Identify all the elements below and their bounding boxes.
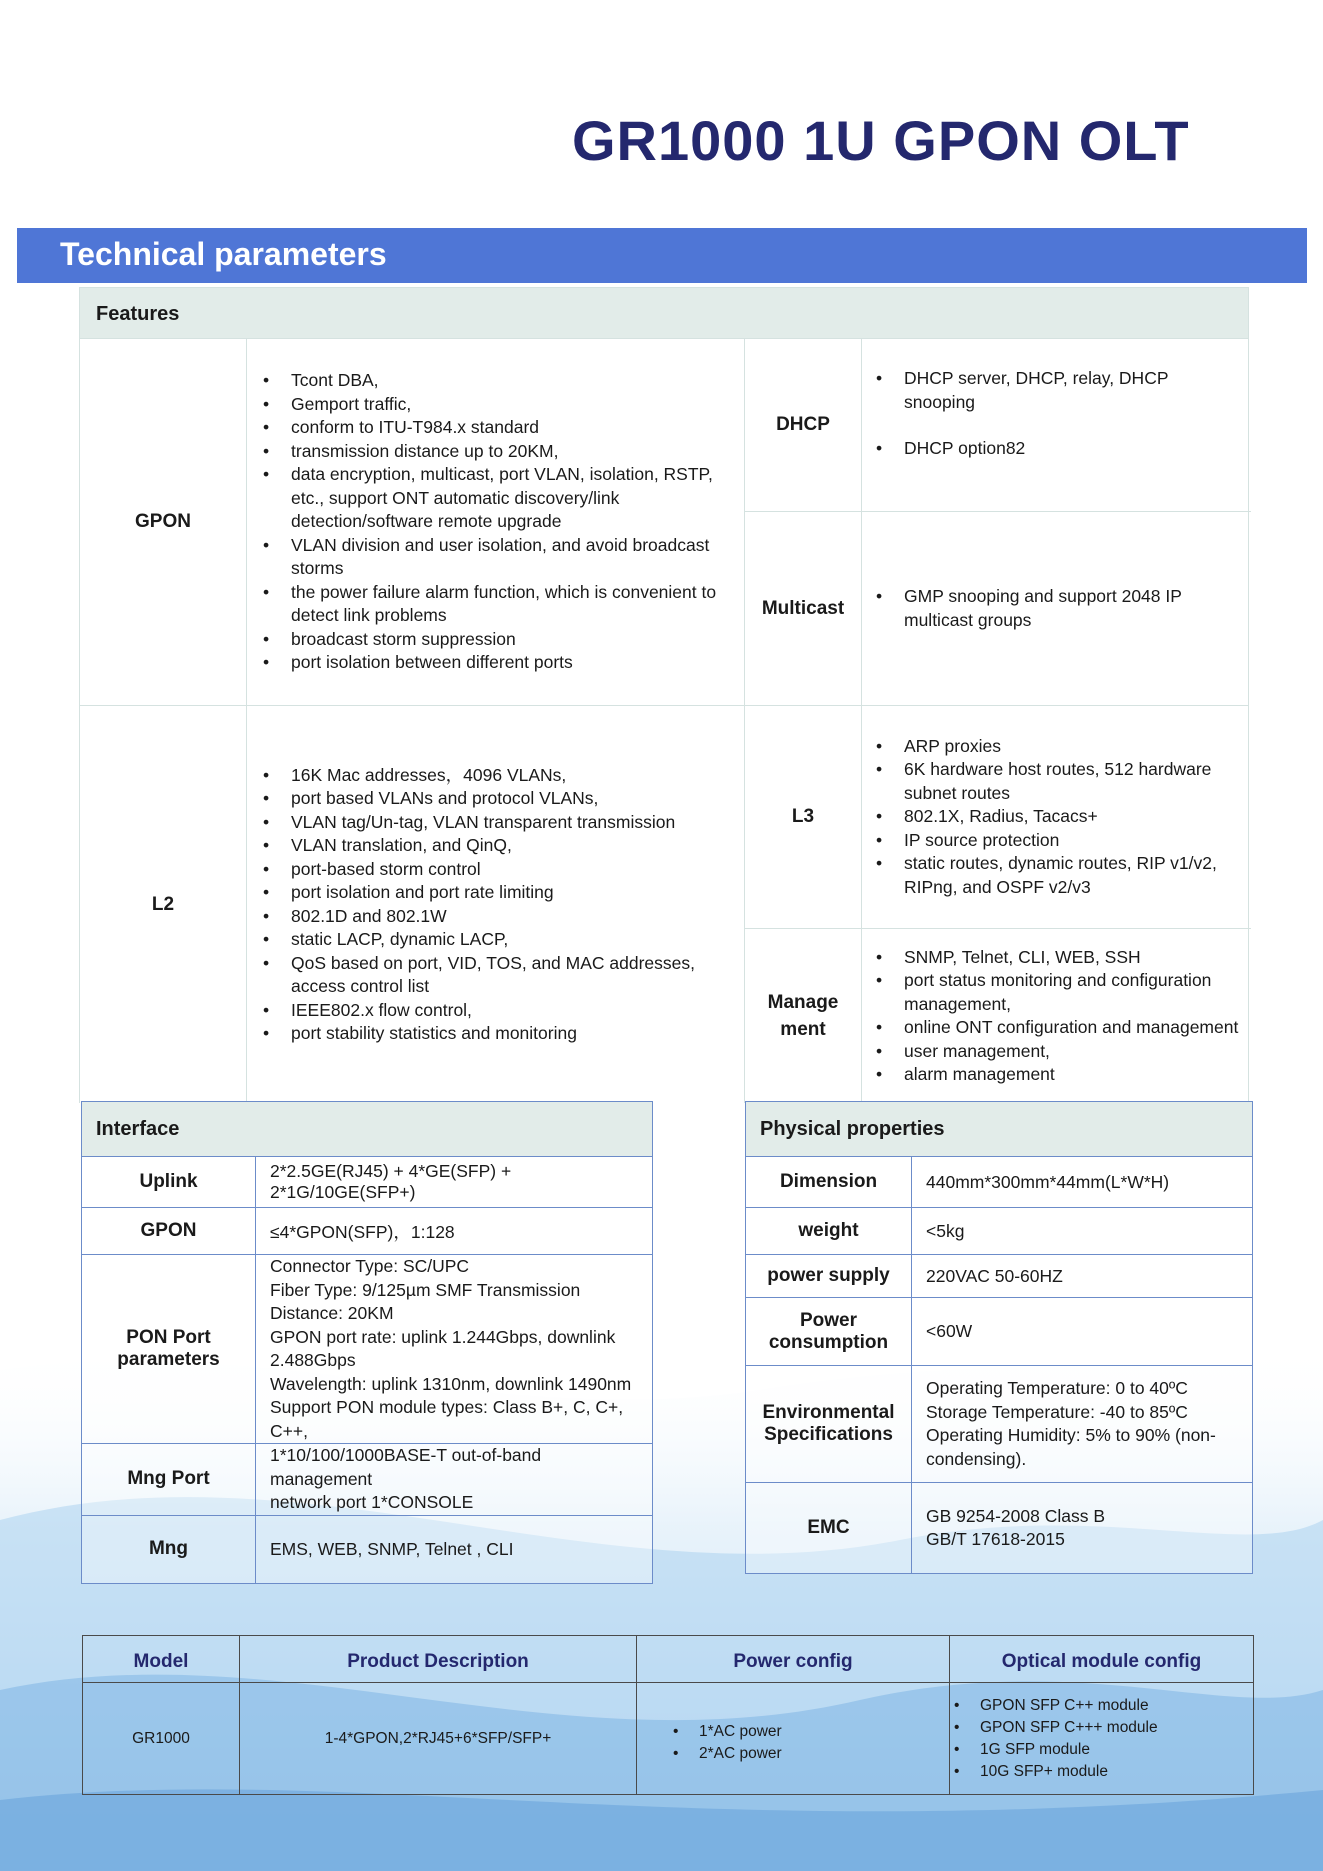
- power-config-value: [637, 1683, 950, 1795]
- text-line: Storage Temperature: -40 to 85ºC: [926, 1401, 1188, 1422]
- features-row-multicast: [745, 512, 1251, 705]
- list-item: • port based VLANs and protocol VLANs,: [259, 787, 732, 811]
- list-item: • transmission distance up to 20KM,: [259, 440, 732, 464]
- management-label: [745, 929, 862, 1103]
- list-item: • QoS based on port, VID, TOS, and MAC addresses, access control list: [259, 952, 732, 999]
- text-line: Operating Humidity: 5% to 90% (non-: [926, 1425, 1216, 1445]
- features-row-dhcp: [745, 339, 1251, 512]
- gpon-feature-list: [259, 369, 732, 675]
- text-line: Fiber Type: 9/125µm SMF Transmission: [270, 1279, 581, 1300]
- text-line: GB 9254-2008 Class B: [926, 1505, 1105, 1526]
- management-label-line-2: ment: [780, 1019, 826, 1040]
- list-item: • 1*AC power: [669, 1721, 948, 1743]
- description-header: Product Description: [240, 1636, 637, 1683]
- optical-config-value: [950, 1683, 1254, 1795]
- l2-right-column: [745, 706, 1251, 1103]
- features-row-l3: [745, 706, 1251, 929]
- physical-heading: Physical properties: [746, 1102, 1253, 1157]
- mng-port-label: Mng Port: [82, 1444, 256, 1516]
- dhcp-content: [862, 339, 1251, 511]
- list-item: • the power failure alarm function, which is convenient to detect link problems: [259, 581, 732, 628]
- features-row-gpon: [79, 339, 1249, 706]
- page-title: GR1000 1U GPON OLT: [572, 109, 1190, 172]
- power-supply-value: 220VAC 50-60HZ: [912, 1255, 1253, 1298]
- list-item: • 10G SFP+ module: [950, 1761, 1252, 1783]
- optical-config-list: [950, 1695, 1252, 1783]
- power-config-header: Power config: [637, 1636, 950, 1683]
- power-consumption-label-line-1: Power: [799, 1309, 858, 1331]
- list-item: • VLAN tag/Un-tag, VLAN transparent transmission: [259, 811, 732, 835]
- power-consumption-label: [746, 1298, 912, 1366]
- dhcp-feature-list: [872, 367, 1241, 461]
- emc-label: EMC: [746, 1483, 912, 1574]
- environmental-label-line-2: Specifications: [764, 1424, 893, 1445]
- list-item: • port stability statistics and monitoring: [259, 1022, 732, 1046]
- mng-label: Mng: [82, 1515, 256, 1583]
- gpon-content: [247, 339, 745, 705]
- management-label-line-1: Manage: [767, 992, 839, 1013]
- l3-label: L3: [745, 706, 862, 928]
- pon-port-value: [256, 1255, 653, 1444]
- list-item: • conform to ITU-T984.x standard: [259, 416, 732, 440]
- text-line: Support PON module types: Class B+, C, C+, C++,: [270, 1397, 624, 1441]
- management-content: [862, 929, 1251, 1103]
- dimension-label: Dimension: [746, 1157, 912, 1208]
- text-line: 1*10/100/1000BASE-T out-of-band management: [270, 1445, 542, 1489]
- list-item: • GPON SFP C+++ module: [950, 1717, 1252, 1739]
- features-heading: Features: [79, 287, 1249, 339]
- interface-heading: Interface: [82, 1102, 653, 1157]
- power-supply-label: power supply: [746, 1255, 912, 1298]
- uplink-label: Uplink: [82, 1157, 256, 1208]
- optical-config-header: Optical module config: [950, 1636, 1254, 1683]
- power-consumption-label-line-2: consumption: [768, 1331, 889, 1353]
- l2-content: [247, 706, 745, 1103]
- model-header: Model: [83, 1636, 240, 1683]
- text-line: Operating Temperature: 0 to 40ºC: [926, 1378, 1188, 1398]
- list-item: • static routes, dynamic routes, RIP v1/v2, RIPng, and OSPF v2/v3: [872, 852, 1241, 899]
- list-item: • VLAN division and user isolation, and avoid broadcast storms: [259, 534, 732, 581]
- list-item: • 6K hardware host routes, 512 hardware subnet routes: [872, 758, 1241, 805]
- multicast-feature-list: [872, 585, 1241, 632]
- list-item: • online ONT configuration and management: [872, 1016, 1241, 1040]
- list-item: • GPON SFP C++ module: [950, 1695, 1252, 1717]
- list-item: • VLAN translation, and QinQ,: [259, 834, 732, 858]
- text-line: GB/T 17618-2015: [926, 1529, 1065, 1549]
- text-line: Wavelength: uplink 1310nm, downlink 1490nm: [270, 1373, 632, 1394]
- section-band: [17, 228, 1307, 283]
- list-item: • port isolation and port rate limiting: [259, 881, 732, 905]
- text-line: network port 1*CONSOLE: [270, 1492, 474, 1512]
- power-consumption-value: <60W: [912, 1298, 1253, 1366]
- list-item: • data encryption, multicast, port VLAN, isolation, RSTP, etc., support ONT automatic discovery/link detection/software remote upgrade: [259, 463, 732, 534]
- list-item: • ARP proxies: [872, 735, 1241, 759]
- physical-table: [745, 1101, 1253, 1574]
- gpon-port-label: GPON: [82, 1208, 256, 1255]
- environmental-label: [746, 1366, 912, 1483]
- emc-value: [912, 1483, 1253, 1574]
- text-line: Connector Type: SC/UPC: [270, 1256, 470, 1276]
- uplink-value: 2*2.5GE(RJ45) + 4*GE(SFP) + 2*1G/10GE(SFP+): [256, 1157, 653, 1208]
- interface-table: [81, 1101, 653, 1584]
- dimension-value: 440mm*300mm*44mm(L*W*H): [912, 1157, 1253, 1208]
- features-row-management: [745, 929, 1251, 1103]
- list-item: • DHCP option82: [872, 437, 1241, 461]
- list-item: • port status monitoring and configuration management,: [872, 969, 1241, 1016]
- list-item: • static LACP, dynamic LACP,: [259, 928, 732, 952]
- list-item: • 802.1X, Radius, Tacacs+: [872, 805, 1241, 829]
- weight-label: weight: [746, 1208, 912, 1255]
- mng-port-value: [256, 1444, 653, 1516]
- l2-feature-list: [259, 764, 732, 1046]
- mng-value: EMS, WEB, SNMP, Telnet , CLI: [256, 1515, 653, 1583]
- text-line: condensing).: [926, 1448, 1027, 1469]
- list-item: • alarm management: [872, 1063, 1241, 1087]
- gpon-right-column: [745, 339, 1251, 705]
- list-item: • DHCP server, DHCP, relay, DHCP snooping: [872, 367, 1241, 414]
- pon-port-label: [82, 1255, 256, 1444]
- l2-label: L2: [80, 706, 247, 1103]
- dhcp-label: DHCP: [745, 339, 862, 511]
- text-line: Distance: 20KM: [270, 1303, 394, 1323]
- environmental-label-line-1: Environmental: [762, 1402, 895, 1423]
- weight-value: <5kg: [912, 1208, 1253, 1255]
- multicast-content: [862, 512, 1251, 705]
- features-table: [79, 287, 1249, 1103]
- list-item: • Gemport traffic,: [259, 393, 732, 417]
- list-item: • broadcast storm suppression: [259, 628, 732, 652]
- section-title: Technical parameters: [60, 236, 387, 272]
- management-feature-list: [872, 946, 1241, 1087]
- list-item: • 802.1D and 802.1W: [259, 905, 732, 929]
- list-item: • user management,: [872, 1040, 1241, 1064]
- features-row-l2: [79, 706, 1249, 1103]
- list-item: • IP source protection: [872, 829, 1241, 853]
- environmental-value: [912, 1366, 1253, 1483]
- pon-port-label-line-1: PON Port: [126, 1327, 211, 1348]
- gpon-port-value: ≤4*GPON(SFP)，1:128: [256, 1208, 653, 1255]
- list-item: • GMP snooping and support 2048 IP multicast groups: [872, 585, 1241, 632]
- text-line: GPON port rate: uplink 1.244Gbps, downlink 2.488Gbps: [270, 1326, 616, 1370]
- list-item: • port-based storm control: [259, 858, 732, 882]
- list-item: • Tcont DBA,: [259, 369, 732, 393]
- l3-content: [862, 706, 1251, 928]
- list-item: • SNMP, Telnet, CLI, WEB, SSH: [872, 946, 1241, 970]
- list-item: • 1G SFP module: [950, 1739, 1252, 1761]
- list-item: • port isolation between different ports: [259, 651, 732, 675]
- list-item: • 16K Mac addresses，4096 VLANs,: [259, 764, 732, 788]
- model-table: [82, 1635, 1254, 1795]
- l3-feature-list: [872, 735, 1241, 900]
- pon-port-label-line-2: parameters: [117, 1349, 220, 1370]
- gpon-label: GPON: [80, 339, 247, 705]
- list-item: • 2*AC power: [669, 1743, 948, 1765]
- model-value: GR1000: [83, 1683, 240, 1795]
- list-item: • IEEE802.x flow control,: [259, 999, 732, 1023]
- multicast-label: Multicast: [745, 512, 862, 705]
- power-config-list: [669, 1721, 948, 1765]
- description-value: 1-4*GPON,2*RJ45+6*SFP/SFP+: [240, 1683, 637, 1795]
